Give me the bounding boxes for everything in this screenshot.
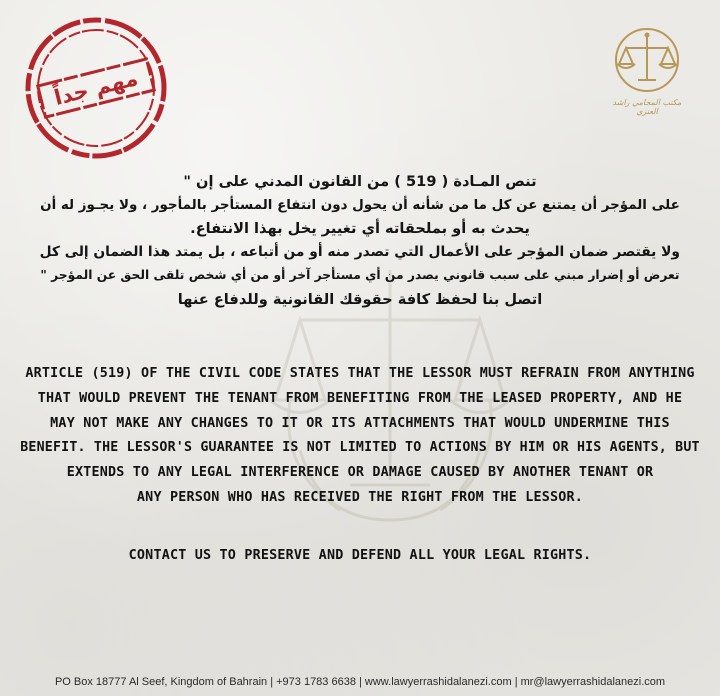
footer-contact-info: PO Box 18777 Al Seef, Kingdom of Bahrain | +973 1783 6638 | www.lawyerrashidalanezi.com | mr@lawyerrashidalanezi.com <box>54 676 666 688</box>
english-line: BENEFIT. THE LESSOR'S GUARANTEE IS NOT LIMITED TO ACTIONS BY HIM OR HIS AGENTS, BUT <box>20 440 700 456</box>
arabic-line: على المؤجر أن يمتنع عن كل ما من شأنه أن يحول دون انتفاع المستأجر بالمأجور ، ولا يجـوز له أن <box>40 197 680 213</box>
stamp-text: مهم جداً <box>51 66 141 110</box>
english-line: ARTICLE (519) OF THE CIVIL CODE STATES THAT THE LESSOR MUST REFRAIN FROM ANYTHING <box>25 366 695 381</box>
english-line: THAT WOULD PREVENT THE TENANT FROM BENEFITING FROM THE LEASED PROPERTY, AND HE <box>37 390 683 406</box>
arabic-article-text <box>40 170 680 311</box>
arabic-line: تعرض أو إضرار مبني على سبب قانوني يصدر من أي مستأجر آخر أو من أي شخص تلقى الحق عن المؤجر " <box>40 268 680 282</box>
english-line: ANY PERSON WHO HAS RECEIVED THE RIGHT FROM THE LESSOR. <box>136 489 584 505</box>
contact-call-to-action: CONTACT US TO PRESERVE AND DEFEND ALL YOUR LEGAL RIGHTS. <box>128 548 592 563</box>
scales-of-justice-icon <box>604 24 690 98</box>
logo-caption: مكتب المحامي راشد العنزي <box>612 98 682 116</box>
english-article-text <box>20 362 700 511</box>
arabic-line: يحدث به أو بملحقاته أي تغيير يخل بهذا الانتفاع. <box>190 220 530 237</box>
law-office-logo <box>604 24 690 118</box>
english-line: EXTENDS TO ANY LEGAL INTERFERENCE OR DAMAGE CAUSED BY ANOTHER TENANT OR <box>66 465 654 481</box>
arabic-line: اتصل بنا لحفظ كافة حقوقك القانونية وللدفاع عنها <box>177 290 543 308</box>
arabic-line: ولا يقتصر ضمان المؤجر على الأعمال التي تصدر منه أو من أتباعه ، بل يمتد هذا الضمان إلى كل <box>39 243 680 260</box>
english-line: MAY NOT MAKE ANY CHANGES TO IT OR ITS ATTACHMENTS THAT WOULD UNDERMINE THIS <box>50 415 670 431</box>
arabic-line: تنص المـادة ( 519 ) من القانون المدني على إن " <box>183 173 537 190</box>
